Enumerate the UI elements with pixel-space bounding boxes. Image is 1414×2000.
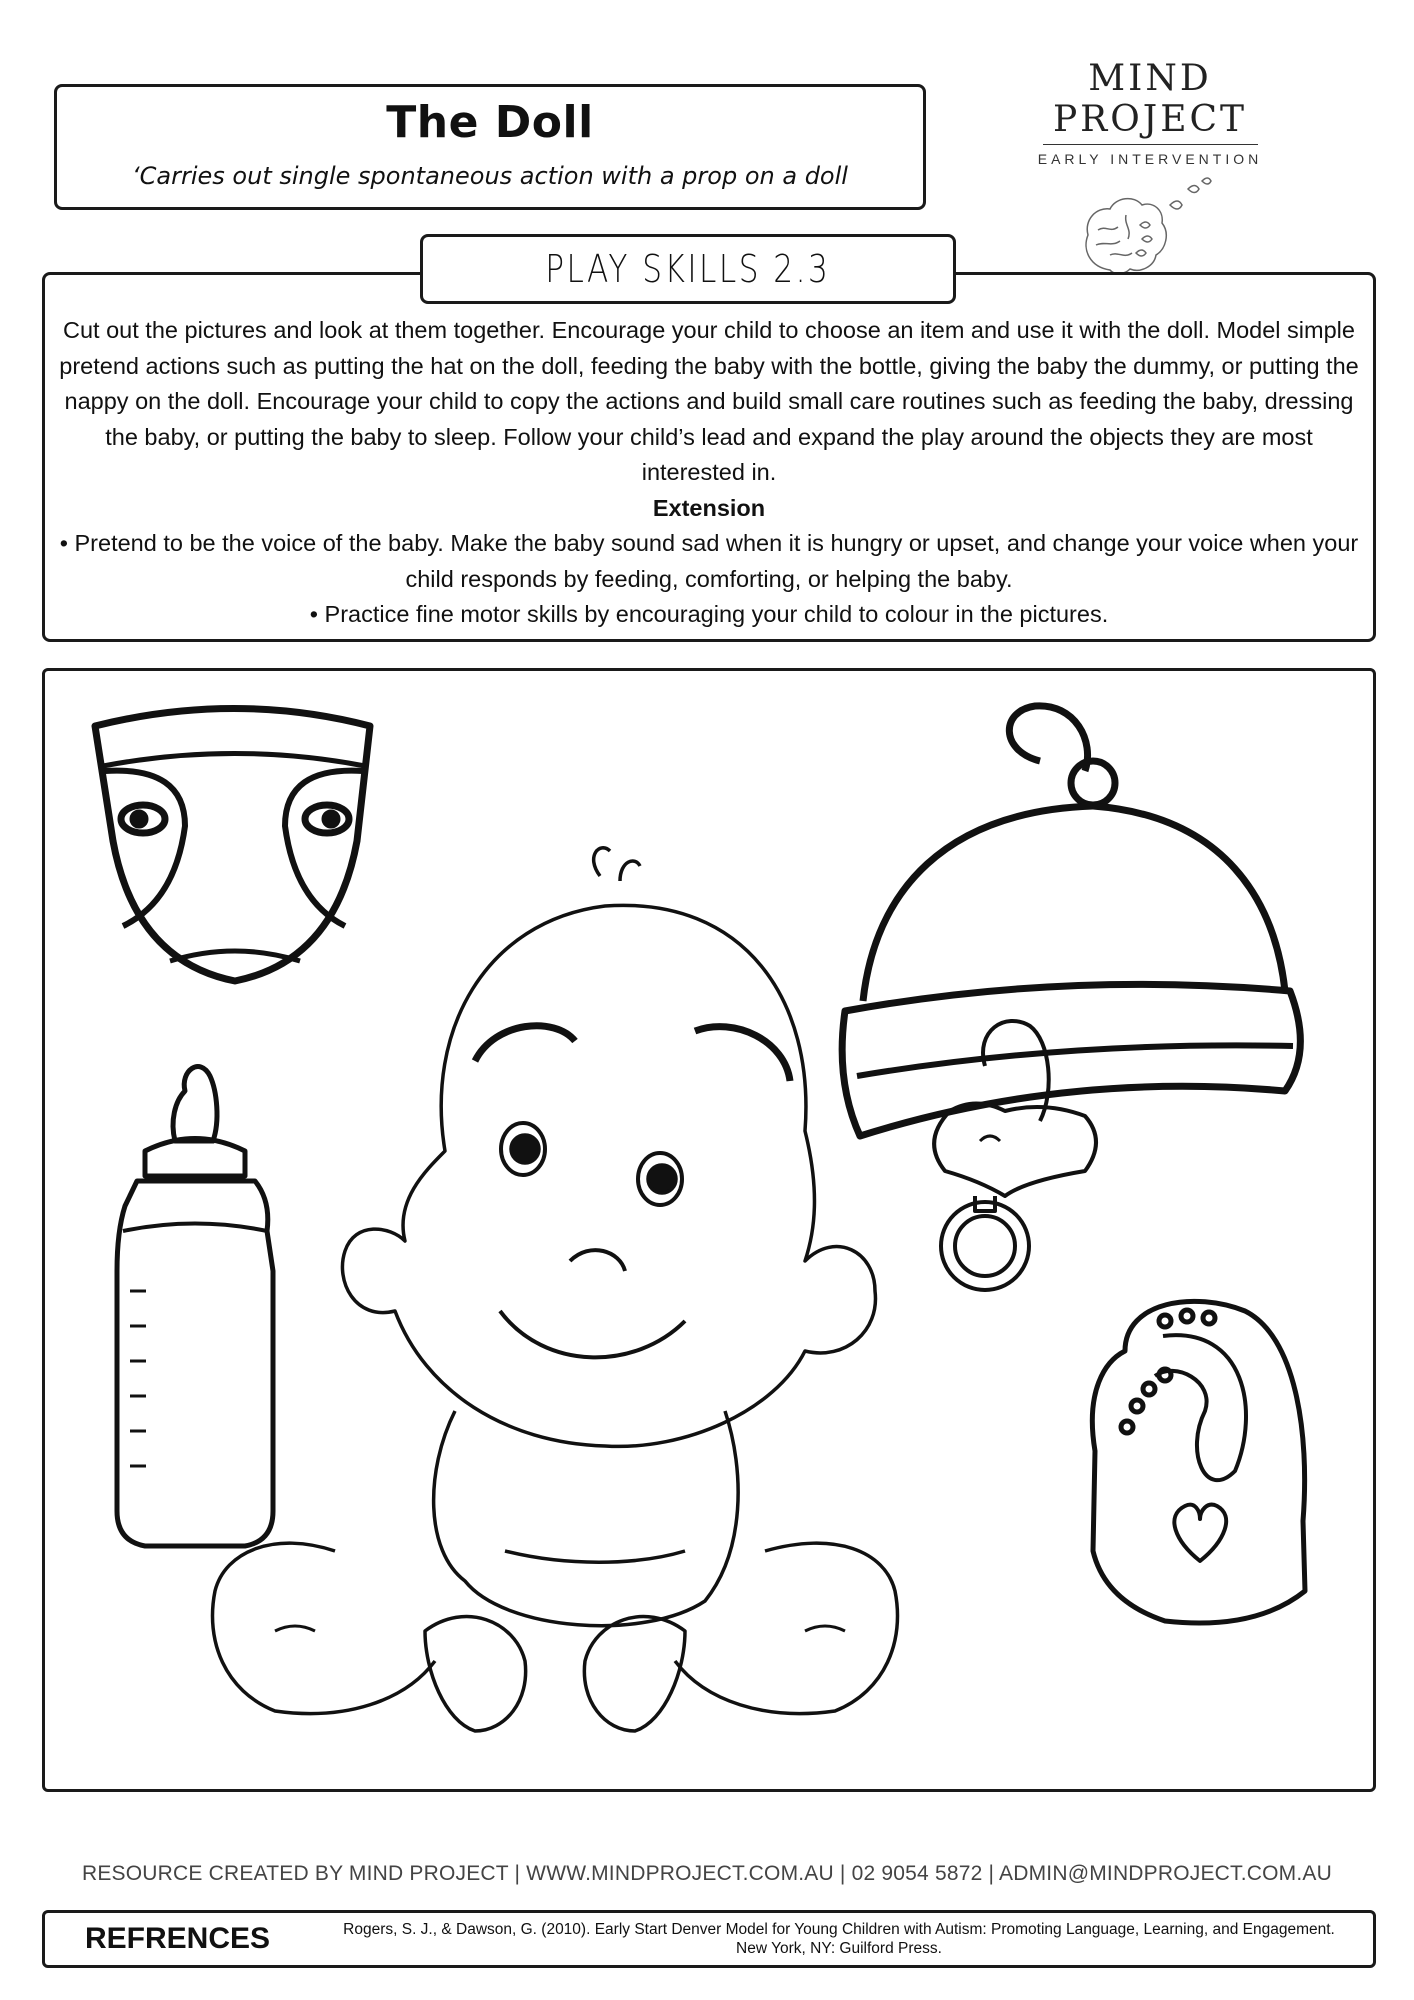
references-label: REFRENCES [85,1922,271,1955]
extension-item: • Practice fine motor skills by encouraging your child to colour in the pictures. [309,601,1109,627]
footer-credit: RESOURCE CREATED BY MIND PROJECT | WWW.MINDPROJECT.COM.AU | 02 9054 5872 | ADMIN@MINDPROJECT.COM.AU [81,1862,1332,1885]
logo-tagline: EARLY INTERVENTION [1037,151,1263,167]
nappy-icon [95,709,370,982]
brain-butterflies-icon [1070,175,1230,285]
logo-brand: MIND PROJECT [1052,58,1248,140]
references-text: Rogers, S. J., & Dawson, G. (2010). Early Start Denver Model for Young Children with Autism: Promoting Language, Learning, and Engagement. New York, NY: Guilford Press. [343,1921,1335,1957]
instructions-box [42,272,1376,642]
illustration-panel [42,668,1376,1792]
bib-icon [1092,1301,1305,1623]
extension-item: • Pretend to be the voice of the baby. Make the baby sound sad when it is hungry or upset, and change your voice when your child responds by feeding, comforting, or helping the baby. [59,530,1359,592]
title-card [54,84,926,210]
instructions-paragraph: Cut out the pictures and look at them together. Encourage your child to choose an item and use it with the doll. Model simple pretend actions such as putting the hat on the doll, feeding the baby with the bottle, giving the baby the dummy, or putting the nappy on the doll. Encourage your child to copy the actions and build small care routines such as feeding the baby, dressing the baby, or putting the baby to sleep. Follow your child’s lead and expand the play around the objects they are most interested in. [59,317,1359,485]
references-box [42,1910,1376,1968]
extension-heading: Extension [652,494,766,521]
baby-bottle-icon [117,1067,273,1546]
page-title: The Doll [386,97,594,148]
instructions-text [55,313,1363,633]
skill-label-tab [420,234,956,304]
logo-divider [1043,144,1258,145]
page-subtitle: ‘Carries out single spontaneous action with a prop on a doll [132,162,848,190]
baby-hat-icon [842,706,1300,1136]
baby-doll-icon [213,848,898,1731]
coloring-illustrations [45,671,1373,1789]
logo [985,58,1315,258]
skill-label: PLAY SKILLS 2.3 [545,247,831,291]
